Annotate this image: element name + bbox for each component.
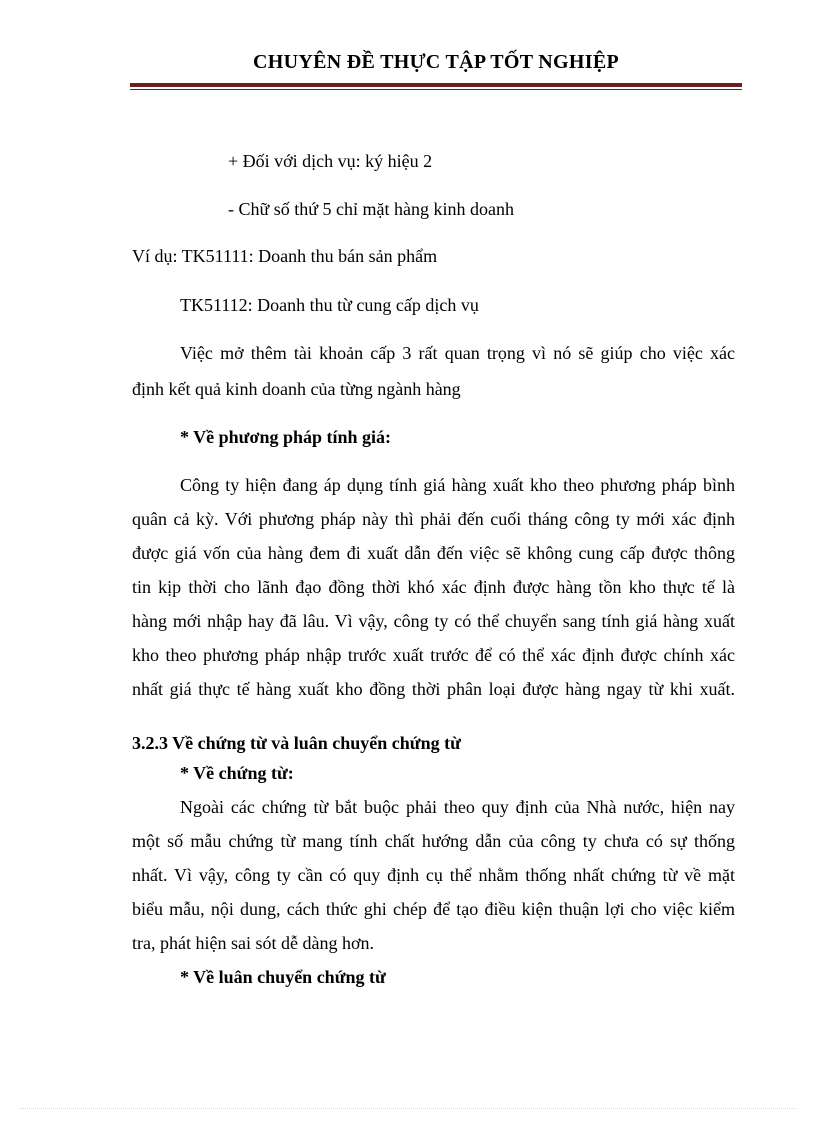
paragraph-line: Ngoài các chứng từ bắt buộc phải theo quy định của Nhà nước, hiện nay [180,797,735,817]
paragraph-line: nhất. Vì vậy, công ty cần có quy định cụ thể nhằm thống nhất chứng từ về mặt [132,865,735,885]
page-bottom-border [20,1108,796,1109]
digit-five-line: - Chữ số thứ 5 chỉ mặt hàng kinh doanh [228,199,514,219]
example-line-2: TK51112: Doanh thu từ cung cấp dịch vụ [180,295,479,315]
header-title: CHUYÊN ĐỀ THỰC TẬP TỐT NGHIỆP [253,51,619,73]
paragraph-line: định kết quả kinh doanh của từng ngành hàng [132,379,461,399]
paragraph-line: tra, phát hiện sai sót dễ dàng hơn. [132,933,374,953]
paragraph-line: kho theo phương pháp nhập trước xuất trước để có thể xác định được chính xác [132,645,735,665]
paragraph-line: Việc mở thêm tài khoản cấp 3 rất quan trọng vì nó sẽ giúp cho việc xác [180,343,735,363]
paragraph-line: một số mẫu chứng từ mang tính chất hướng dẫn của công ty chưa có sự thống [132,831,735,851]
header-rule-thick [130,83,742,87]
paragraph-line: tin kịp thời cho lãnh đạo đồng thời khó xác định được hàng tồn kho thực tế là [132,577,735,597]
paragraph-line: được giá vốn của hàng đem đi xuất dẫn đến việc sẽ không cung cấp được thông [132,543,735,563]
heading-pricing-method: * Về phương pháp tính giá: [180,427,392,447]
paragraph-line: Công ty hiện đang áp dụng tính giá hàng xuất kho theo phương pháp bình [180,475,735,495]
paragraph-line: quân cả kỳ. Với phương pháp này thì phải đến cuối tháng công ty mới xác định [132,509,735,529]
header-rule-thin [130,89,742,90]
paragraph-line: biểu mẫu, nội dung, cách thức ghi chép để tạo điều kiện thuận lợi cho việc kiểm [132,899,735,919]
paragraph-line: hàng mới nhập hay đã lâu. Vì vậy, công ty có thể chuyển sang tính giá hàng xuất [132,611,735,631]
heading-vouchers: * Về chứng từ: [180,763,294,783]
service-symbol-line: + Đối với dịch vụ: ký hiệu 2 [228,151,433,171]
paragraph-line: nhất giá thực tế hàng xuất kho đồng thời phân loại được hàng ngay từ khi xuất. [132,679,735,699]
example-line-1: Ví dụ: TK51111: Doanh thu bán sản phẩm [132,246,438,266]
section-heading: 3.2.3 Về chứng từ và luân chuyển chứng từ [132,733,461,753]
heading-voucher-circulation: * Về luân chuyển chứng từ [180,967,386,987]
